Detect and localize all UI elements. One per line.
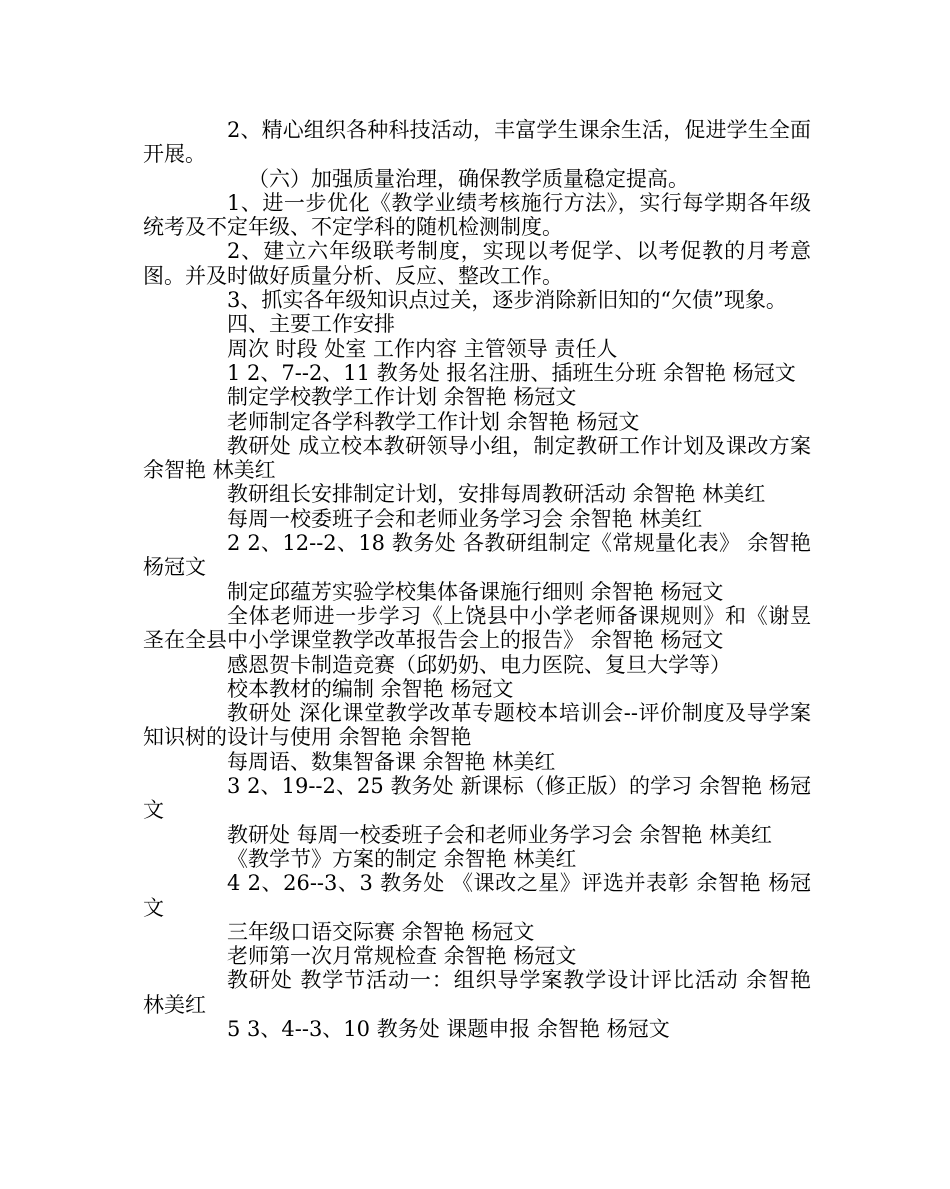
paragraph: 3、抓实各年级知识点过关，逐步消除新旧知的“欠债”现象。 xyxy=(227,288,787,313)
schedule-entry: 1 2、7--2、11 教务处 报名注册、插班生分班 余智艳 杨冠文 xyxy=(227,360,796,385)
schedule-entry: 教研组长安排制定计划，安排每周教研活动 余智艳 林美红 xyxy=(227,482,766,507)
schedule-entry: 制定学校教学工作计划 余智艳 杨冠文 xyxy=(227,385,577,410)
schedule-entry: 老师制定各学科教学工作计划 余智艳 杨冠文 xyxy=(227,409,640,434)
schedule-header: 周次 时段 处室 工作内容 主管领导 责任人 xyxy=(227,336,618,361)
paragraph: 1、进一步优化《教学业绩考核施行方法》，实行每学期各年级统考及不定年级、不定学科的随机检测制度。 xyxy=(143,190,811,240)
schedule-entry: 制定邱蕴芳实验学校集体备课施行细则 余智艳 杨冠文 xyxy=(227,579,724,604)
schedule-entry: 三年级口语交际赛 余智艳 杨冠文 xyxy=(227,919,535,944)
schedule-entry: 感恩贺卡制造竞赛（邱奶奶、电力医院、复旦大学等） xyxy=(227,652,731,677)
section-heading: 四、主要工作安排 xyxy=(227,312,395,337)
schedule-entry: 4 2、26--3、3 教务处 《课改之星》评选并表彰 余智艳 杨冠文 xyxy=(143,871,811,920)
schedule-entry: 每周语、数集智备课 余智艳 林美红 xyxy=(227,749,556,774)
schedule-entry: 教研处 每周一校委班子会和老师业务学习会 余智艳 林美红 xyxy=(227,822,773,847)
schedule-entry: 教研处 教学节活动一：组织导学案教学设计评比活动 余智艳 林美红 xyxy=(143,968,811,1017)
schedule-entry: 教研处 成立校本教研领导小组，制定教研工作计划及课改方案 余智艳 林美红 xyxy=(143,433,811,483)
schedule-entry: 《教学节》方案的制定 余智艳 林美红 xyxy=(227,846,577,871)
schedule-entry: 5 3、4--3、10 教务处 课题申报 余智艳 杨冠文 xyxy=(227,1016,670,1041)
paragraph: 2、建立六年级联考制度，实现以考促学、以考促教的月考意图。并及时做好质量分析、反应、整改工作。 xyxy=(143,239,811,288)
schedule-entry: 全体老师进一步学习《上饶县中小学老师备课规则》和《谢昱圣在全县中小学课堂教学改革报告会上的报告》 余智艳 杨冠文 xyxy=(143,603,811,653)
document-body xyxy=(143,118,811,1041)
schedule-entry: 老师第一次月常规检查 余智艳 杨冠文 xyxy=(227,944,577,969)
schedule-entry: 教研处 深化课堂教学改革专题校本培训会--评价制度及导学案知识树的设计与使用 余智艳 余智艳 xyxy=(143,701,811,750)
schedule-entry: 校本教材的编制 余智艳 杨冠文 xyxy=(227,676,514,701)
paragraph: 2、精心组织各种科技活动，丰富学生课余生活，促进学生全面开展。 xyxy=(143,118,811,167)
schedule-entry: 2 2、12--2、18 教务处 各教研组制定《常规量化表》 余智艳 杨冠文 xyxy=(143,531,811,580)
section-heading: （六）加强质量治理，确保教学质量稳定提高。 xyxy=(248,166,689,191)
schedule-entry: 每周一校委班子会和老师业务学习会 余智艳 林美红 xyxy=(227,506,703,531)
schedule-entry: 3 2、19--2、25 教务处 新课标（修正版）的学习 余智艳 杨冠文 xyxy=(143,774,811,823)
